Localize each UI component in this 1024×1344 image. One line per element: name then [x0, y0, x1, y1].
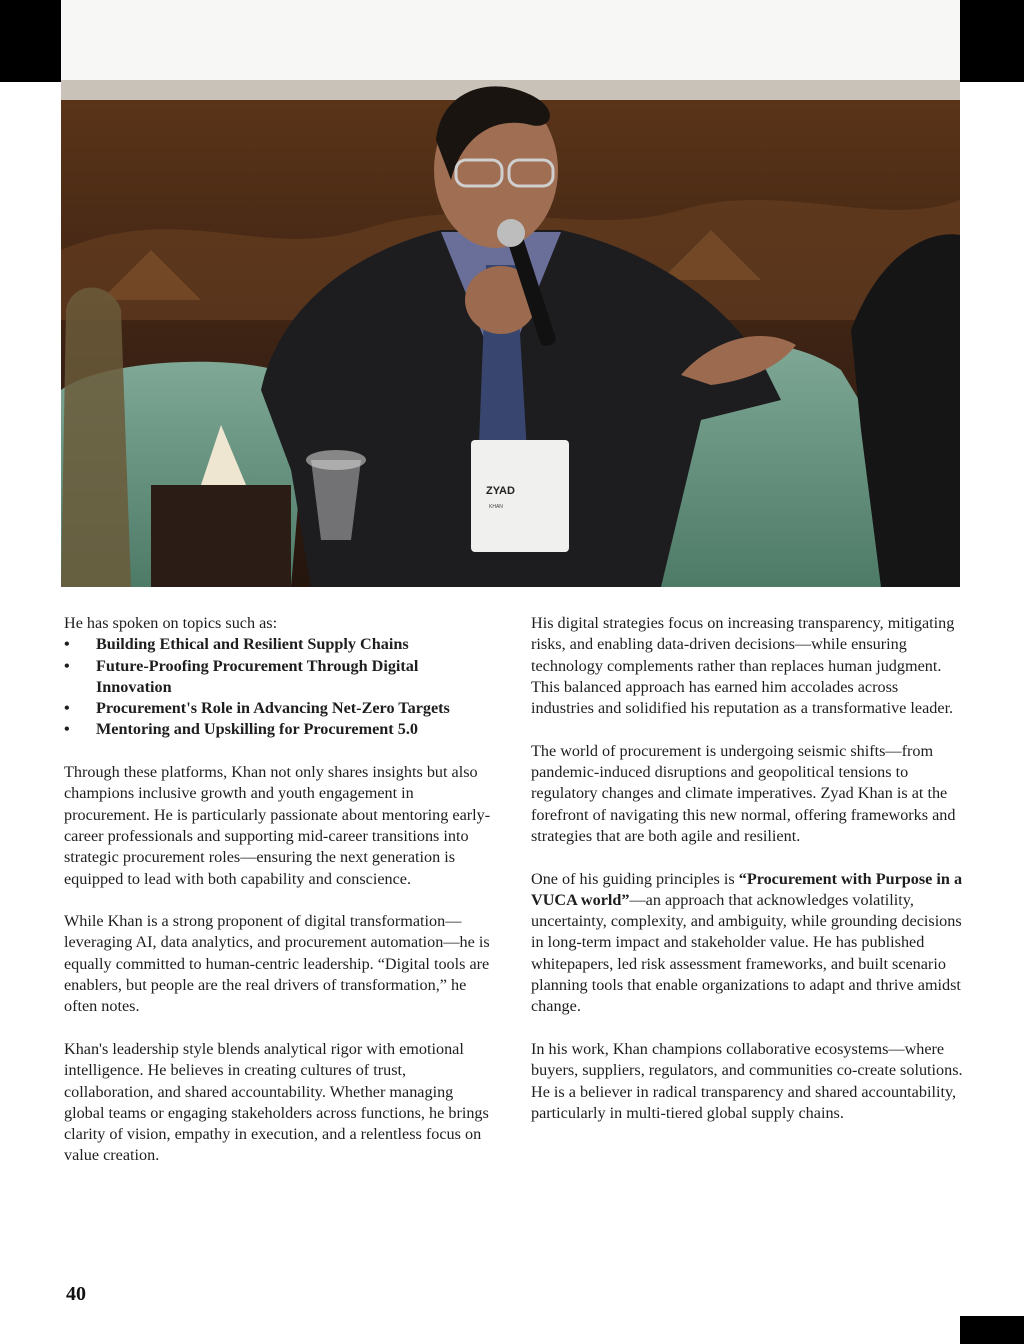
speaker-photo — [61, 0, 960, 587]
page-number: 40 — [66, 1283, 86, 1305]
paragraph-digital-strategies: His digital strategies focus on increasing transparency, mitigating risks, and enabling data-driven decisions—while ensuring technology complements rather than replaces human judgment. This balanced approach has earned him accolades across industries and solidified his reputation as a transformative leader. — [531, 614, 955, 718]
list-item — [64, 719, 496, 740]
badge-surname-line: KHAN — [489, 504, 503, 510]
topics-intro: He has spoken on topics such as: — [64, 614, 278, 632]
guiding-principle-quote: “Procurement with Purpose in a VUCA world” — [531, 869, 963, 909]
paragraph-world-of-procurement: The world of procurement is undergoing seismic shifts—from pandemic-induced disruptions and geopolitical tensions to regulatory changes and climate imperatives. Zyad Khan is at the forefront of navigating this new normal, offering frameworks and strategies that are both agile and resilient. — [531, 741, 956, 845]
bullet-icon: • — [64, 720, 70, 739]
bullet-icon: • — [64, 635, 70, 654]
corner-block-top-left — [0, 0, 61, 82]
topic-label: Procurement's Role in Advancing Net-Zero Targets — [96, 699, 450, 718]
paragraph-guiding-principles — [531, 869, 963, 1018]
list-item — [64, 698, 496, 719]
corner-block-top-right — [960, 0, 1024, 82]
paragraph-platforms: Through these platforms, Khan not only shares insights but also champions inclusive growth and youth engagement in procurement. He is particularly passionate about mentoring early-career professionals and supporting mid-career transitions into strategic procurement roles—ensuring the next generation is equipped to lead with both capability and conscience. — [64, 763, 491, 888]
topics-list — [64, 634, 496, 740]
guiding-principles-rest: —an approach that acknowledges volatility, uncertainty, complexity, and ambiguity, while grounding decisions in long-term impact and stakeholder value. He has published whitepapers, led risk assessment frameworks, and built scenario planning tools that enable organizations to adapt and thrive amidst change. — [531, 890, 962, 1016]
left-column — [64, 613, 496, 1188]
list-item — [64, 634, 496, 655]
topic-label: Future-Proofing Procurement Through Digital Innovation — [96, 656, 419, 696]
list-item — [64, 656, 496, 699]
topic-label: Mentoring and Upskilling for Procurement 5.0 — [96, 720, 418, 739]
speaker-photo-icon — [61, 0, 960, 587]
bullet-icon: • — [64, 656, 70, 675]
corner-block-bottom-right — [960, 1316, 1024, 1344]
topic-label: Building Ethical and Resilient Supply Chains — [96, 635, 409, 654]
guiding-principles-lead: One of his guiding principles is — [531, 869, 739, 888]
badge-name-line: ZYAD — [486, 485, 515, 497]
right-column — [531, 613, 963, 1145]
paragraph-digital-transformation: While Khan is a strong proponent of digital transformation—leveraging AI, data analytics, and procurement automation—he is equally committed to human-centric leadership. “Digital tools are enablers, but people are the real drivers of transformation,” he often notes. — [64, 912, 490, 1016]
paragraph-collaborative-ecosystems: In his work, Khan champions collaborative ecosystems—where buyers, suppliers, regulators, and communities co-create solutions. He is a believer in radical transparency and shared accountability, particularly in multi-tiered global supply chains. — [531, 1039, 963, 1122]
paragraph-leadership-style: Khan's leadership style blends analytical rigor with emotional intelligence. He believes in creating cultures of trust, collaboration, and shared accountability. Whether managing global teams or engaging stakeholders across functions, he brings clarity of vision, empathy in execution, and a relentless focus on value creation. — [64, 1039, 489, 1165]
bullet-icon: • — [64, 699, 70, 718]
